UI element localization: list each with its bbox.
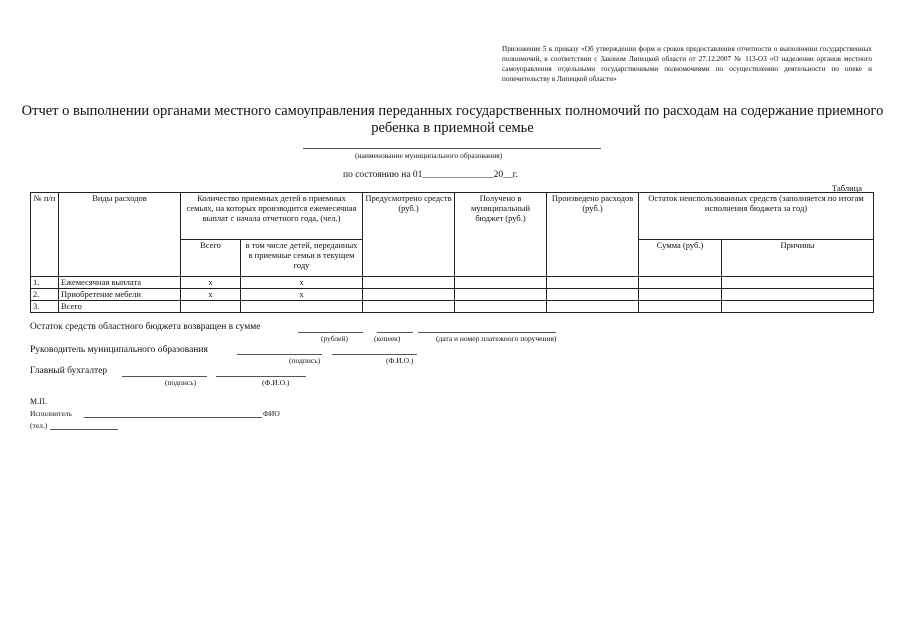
row-num: 3. [31, 301, 59, 313]
stamp-label: М.П. [30, 397, 47, 406]
row-total: х [181, 277, 241, 289]
row-included[interactable] [241, 301, 363, 313]
header-total: Всего [181, 240, 241, 277]
appendix-note: Приложение 5 к приказу «Об утверждении форм и сроков предоставления отчетности о выполнении государственных полномочий, в соответствии с Законом Липецкой области от 27.12.2007 № 113-ОЗ «О наделении органов местного самоуправления отдельными государственными полномочиями по осуществлению деятельности по опеке и попечительству в Липецкой области» [502, 45, 872, 83]
header-included: в том числе детей, переданных в приемные семьи в текущем году [241, 240, 363, 277]
executor-label: Исполнитель [30, 409, 72, 418]
head-label: Руководитель муниципального образования [30, 345, 208, 355]
row-planned[interactable] [363, 289, 455, 301]
returned-payment-line[interactable] [418, 332, 556, 333]
row-included: х [241, 289, 363, 301]
returned-rub-caption: (рублей) [321, 334, 349, 343]
municipality-caption: (наименование муниципального образования) [355, 151, 503, 160]
header-reasons: Причины [722, 240, 874, 277]
row-sum[interactable] [639, 289, 722, 301]
row-included: х [241, 277, 363, 289]
row-kind: Приобретение мебели [59, 289, 181, 301]
row-spent[interactable] [547, 289, 639, 301]
accountant-fio-caption: (Ф.И.О.) [262, 378, 290, 387]
head-sign-caption: (подпись) [289, 356, 321, 365]
row-reasons[interactable] [722, 277, 874, 289]
date-line: по состоянию на 01_______________20__г. [343, 170, 518, 180]
row-num: 1. [31, 277, 59, 289]
executor-line[interactable] [84, 417, 262, 418]
row-planned[interactable] [363, 301, 455, 313]
row-spent[interactable] [547, 277, 639, 289]
header-received: Получено в муниципальный бюджет (руб.) [455, 193, 547, 277]
phone-line[interactable] [50, 429, 118, 430]
report-title: Отчет о выполнении органами местного самоуправления переданных государственных полномочий по расходам на содержание приемного ребенка в приемной семье [21, 103, 884, 136]
row-kind: Ежемесячная выплата [59, 277, 181, 289]
municipality-name-line [303, 148, 601, 149]
returned-kop-line[interactable] [377, 332, 413, 333]
accountant-sign-line[interactable] [122, 376, 207, 377]
phone-label: (тел.) [30, 421, 48, 430]
returned-label: Остаток средств областного бюджета возвращен в сумме [30, 322, 261, 332]
row-reasons[interactable] [722, 289, 874, 301]
returned-rub-line[interactable] [298, 332, 363, 333]
accountant-label: Главный бухгалтер [30, 366, 108, 376]
header-spent: Произведено расходов (руб.) [547, 193, 639, 277]
table-row [31, 277, 874, 289]
row-planned[interactable] [363, 277, 455, 289]
accountant-sign-caption: (подпись) [165, 378, 197, 387]
header-remainder: Остаток неиспользованных средств (заполняется по итогам исполнения бюджета за год) [639, 193, 874, 240]
row-sum[interactable] [639, 301, 722, 313]
table-row [31, 301, 874, 313]
report-table [30, 192, 874, 313]
row-received[interactable] [455, 301, 547, 313]
header-planned: Предусмотрено средств (руб.) [363, 193, 455, 277]
row-total: х [181, 289, 241, 301]
header-num: № п/п [31, 193, 59, 277]
row-total[interactable] [181, 301, 241, 313]
executor-fio: ФИО [263, 409, 280, 418]
returned-payment-caption: (дата и номер платежного поручения) [436, 334, 557, 343]
row-received[interactable] [455, 277, 547, 289]
table-row [31, 289, 874, 301]
row-reasons[interactable] [722, 301, 874, 313]
header-count: Количество приемных детей в приемных семьях, на которых производится ежемесячная выплат с начала отчетного года, (чел.) [181, 193, 363, 240]
head-fio-line[interactable] [332, 354, 417, 355]
head-sign-line[interactable] [237, 354, 322, 355]
row-kind: Всего [59, 301, 181, 313]
row-num: 2. [31, 289, 59, 301]
row-received[interactable] [455, 289, 547, 301]
returned-kop-caption: (копеек) [374, 334, 401, 343]
header-sum: Сумма (руб.) [639, 240, 722, 277]
head-fio-caption: (Ф.И.О.) [386, 356, 414, 365]
header-kind: Виды расходов [59, 193, 181, 277]
table-label: Таблица [832, 183, 862, 193]
row-spent[interactable] [547, 301, 639, 313]
accountant-fio-line[interactable] [216, 376, 306, 377]
row-sum[interactable] [639, 277, 722, 289]
